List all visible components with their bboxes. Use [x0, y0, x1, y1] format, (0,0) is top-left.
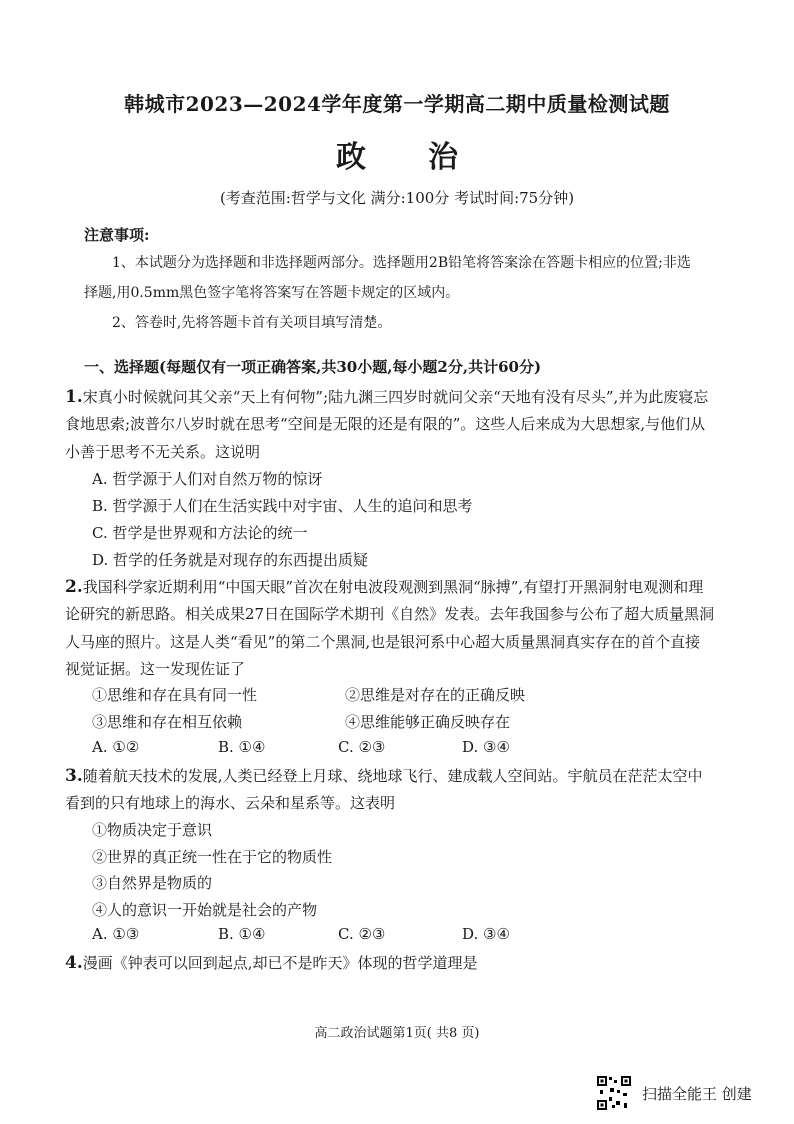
exam-subject: 政治: [336, 140, 520, 175]
q2-choice-b: B. ①④: [218, 738, 266, 756]
question-number: 1.: [65, 387, 83, 407]
q2-item-2: ②思维是对存在的正确反映: [345, 686, 526, 704]
question-number: 3.: [65, 766, 83, 786]
section-heading: 一、选择题(每题仅有一项正确答案,共30小题,每小题2分,共计60分): [84, 358, 542, 376]
q3-choice-c: C. ②③: [338, 925, 386, 943]
q3-item-4: ④人的意识一开始就是社会的产物: [92, 901, 318, 919]
q1-option-c: C. 哲学是世界观和方法论的统一: [92, 524, 308, 542]
q1-option-b: B. 哲学源于人们在生活实践中对宇宙、人生的追问和思考: [92, 497, 473, 515]
q2-item-4: ④思维能够正确反映存在: [345, 713, 511, 731]
q3-choice-a: A. ①③: [92, 925, 140, 943]
q3-choice-d: D. ③④: [462, 925, 510, 943]
page-footer: 高二政治试题第1页( 共8 页): [314, 1026, 480, 1041]
q1-option-a: A. 哲学源于人们对自然万物的惊讶: [92, 470, 323, 488]
q3-item-3: ③自然界是物质的: [92, 874, 213, 892]
q2-item-1: ①思维和存在具有同一性: [92, 686, 258, 704]
question-1: [65, 384, 715, 466]
notice-heading: 注意事项:: [84, 226, 150, 244]
q3-choice-b: B. ①④: [218, 925, 266, 943]
scanner-brand-label: 扫描全能王 创建: [642, 1085, 752, 1103]
question-stem: 随着航天技术的发展,人类已经登上月球、绕地球飞行、建成载人空间站。宇航员在茫茫太空中看到的只有地球上的海水、云朵和星系等。这表明: [65, 767, 703, 813]
qr-code-icon: [596, 1075, 632, 1111]
question-3: [65, 763, 715, 818]
q1-option-d: D. 哲学的任务就是对现存的东西提出质疑: [92, 551, 369, 569]
question-number: 4.: [65, 953, 83, 973]
question-stem: 漫画《钟表可以回到起点,却已不是昨天》体现的哲学道理是: [82, 954, 478, 972]
exam-scope: (考查范围:哲学与文化 满分:100分 考试时间:75分钟): [219, 189, 575, 207]
notice-item-1: 1、本试题分为选择题和非选择题两部分。选择题用2B铅笔将答案涂在答题卡相应的位置;非选择题,用0.5mm黑色签字笔将答案写在答题卡规定的区域内。: [84, 255, 691, 301]
notice-item-2: 2、答卷时,先将答题卡首有关项目填写清楚。: [112, 315, 392, 331]
question-2: [65, 574, 715, 684]
q2-item-3: ③思维和存在相互依赖: [92, 713, 243, 731]
q2-choice-a: A. ①②: [92, 738, 140, 756]
q2-choice-c: C. ②③: [338, 738, 386, 756]
question-stem: 我国科学家近期利用“中国天眼”首次在射电波段观测到黑洞“脉搏”,有望打开黑洞射电观测和理论研究的新思路。相关成果27日在国际学术期刊《自然》发表。去年我国参与公布了超大质量黑洞人马座的照片。这是人类“看见”的第二个黑洞,也是银河系中心超大质量黑洞真实存在的首个直接视觉证据。这一发现佐证了: [65, 578, 715, 679]
question-4: [65, 950, 715, 977]
question-number: 2.: [65, 577, 83, 597]
q3-item-2: ②世界的真正统一性在于它的物质性: [92, 848, 333, 866]
q3-item-1: ①物质决定于意识: [92, 821, 213, 839]
exam-title: 韩城市2023—2024学年度第一学期高二期中质量检测试题: [124, 92, 670, 116]
question-stem: 宋真小时候就问其父亲“天上有何物”;陆九渊三四岁时就问父亲“天地有没有尽头”,并为此废寝忘食地思索;波普尔八岁时就在思考“空间是无限的还是有限的”。这些人后来成为大思想家,与他们从小善于思考不无关系。这说明: [65, 388, 709, 461]
q2-choice-d: D. ③④: [462, 738, 510, 756]
